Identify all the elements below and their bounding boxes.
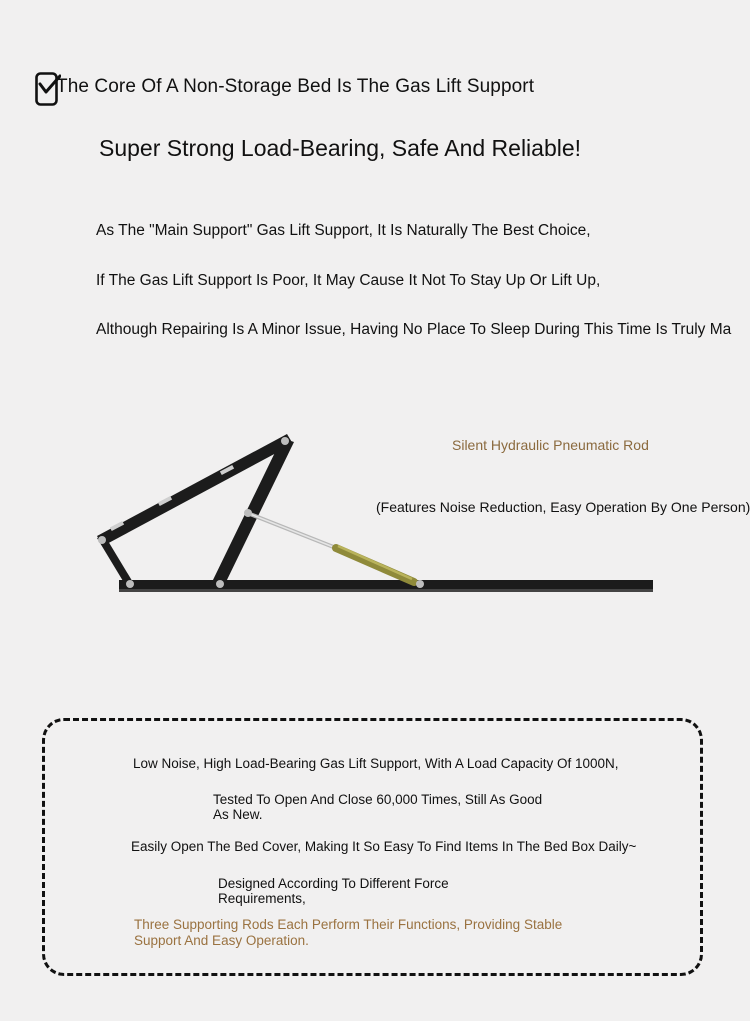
feature-item: Designed According To Different Force Requirements,: [218, 876, 449, 906]
feature-highlight: Three Supporting Rods Each Perform Their Functions, Providing Stable Support And Easy Operation.: [134, 917, 563, 948]
page-subtitle: Super Strong Load-Bearing, Safe And Reliable!: [99, 135, 582, 161]
feature-item: Low Noise, High Load-Bearing Gas Lift Support, With A Load Capacity Of 1000N,: [133, 756, 619, 771]
rod-note: (Features Noise Reduction, Easy Operation By One Person): [376, 499, 750, 515]
page-title: The Core Of A Non-Storage Bed Is The Gas Lift Support: [56, 76, 535, 97]
intro-line: If The Gas Lift Support Is Poor, It May Cause It Not To Stay Up Or Lift Up,: [96, 272, 601, 289]
feature-item: Easily Open The Bed Cover, Making It So Easy To Find Items In The Bed Box Daily~: [131, 839, 637, 854]
intro-line: As The "Main Support" Gas Lift Support, It Is Naturally The Best Choice,: [96, 222, 591, 239]
rod-label: Silent Hydraulic Pneumatic Rod: [452, 437, 649, 453]
intro-line: Although Repairing Is A Minor Issue, Having No Place To Sleep During This Time Is Truly Ma: [96, 321, 732, 338]
feature-item: Tested To Open And Close 60,000 Times, Still As Good As New.: [213, 792, 543, 822]
